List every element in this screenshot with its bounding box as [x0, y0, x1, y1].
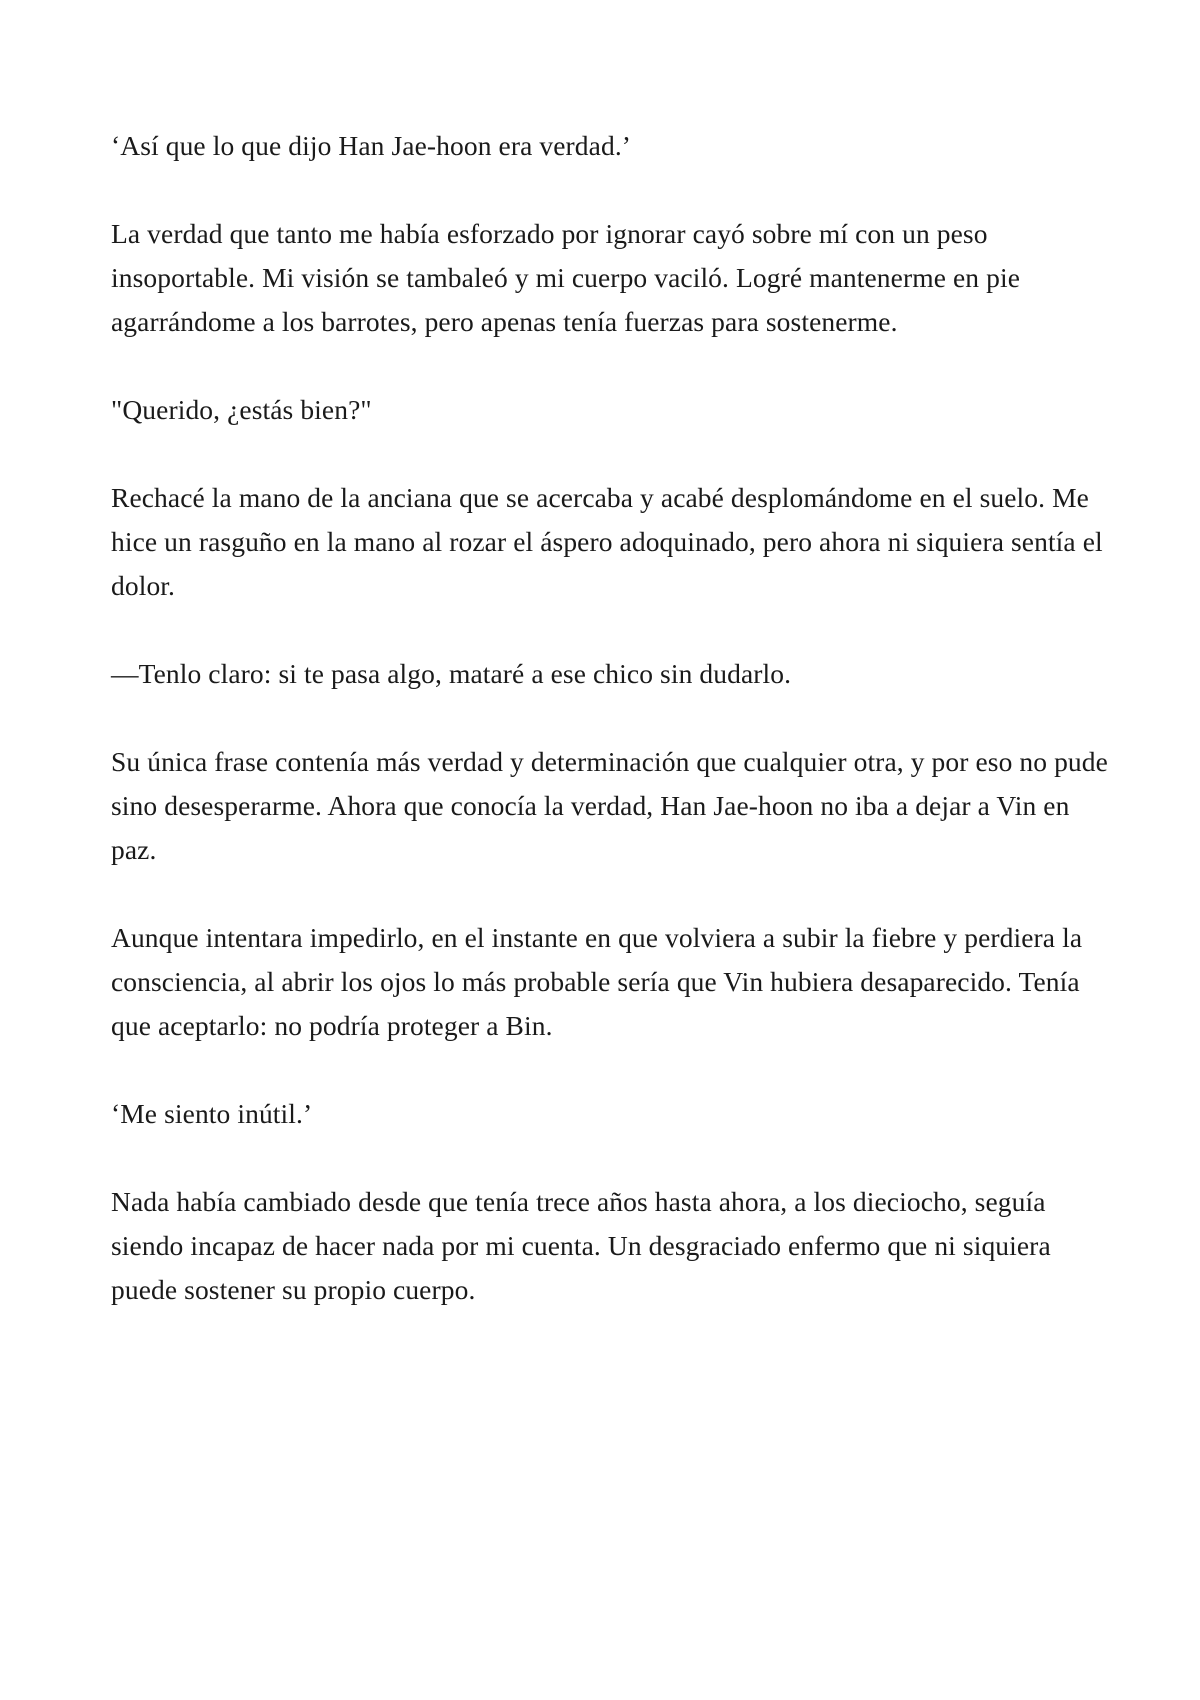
paragraph-despair: Su única frase contenía más verdad y determinación que cualquier otra, y por eso no pude sino desesperarme. Ahora que conocía la verdad, Han Jae-hoon no iba a dejar a Vin en paz. — [111, 746, 1108, 865]
paragraph-thought-truth: ‘Así que lo que dijo Han Jae-hoon era verdad.’ — [111, 130, 632, 161]
paragraph-truth-weight: La verdad que tanto me había esforzado por ignorar cayó sobre mí con un peso insoportable. Mi visión se tambaleó y mi cuerpo vaciló. Logré mantenerme en pie agarrándome a los barrotes, pero apenas tenía fuerzas para sostenerme. — [111, 218, 1021, 337]
paragraph-thought-useless: ‘Me siento inútil.’ — [111, 1098, 313, 1129]
paragraph-dialogue-querido: "Querido, ¿estás bien?" — [111, 394, 372, 425]
paragraph-nothing-changed: Nada había cambiado desde que tenía trece años hasta ahora, a los dieciocho, seguía siendo incapaz de hacer nada por mi cuenta. Un desgraciado enfermo que ni siquiera puede sostener su propio cuerpo. — [111, 1186, 1051, 1305]
paragraph-dialogue-threat: —Tenlo claro: si te pasa algo, mataré a ese chico sin dudarlo. — [111, 658, 792, 689]
paragraph-collapse: Rechacé la mano de la anciana que se acercaba y acabé desplomándome en el suelo. Me hice un rasguño en la mano al rozar el áspero adoquinado, pero ahora ni siquiera sentía el dolor. — [111, 482, 1103, 601]
paragraph-fever: Aunque intentara impedirlo, en el instante en que volviera a subir la fiebre y perdiera la consciencia, al abrir los ojos lo más probable sería que Vin hubiera desaparecido. Tenía que aceptarlo: no podría proteger a Bin. — [111, 922, 1083, 1041]
